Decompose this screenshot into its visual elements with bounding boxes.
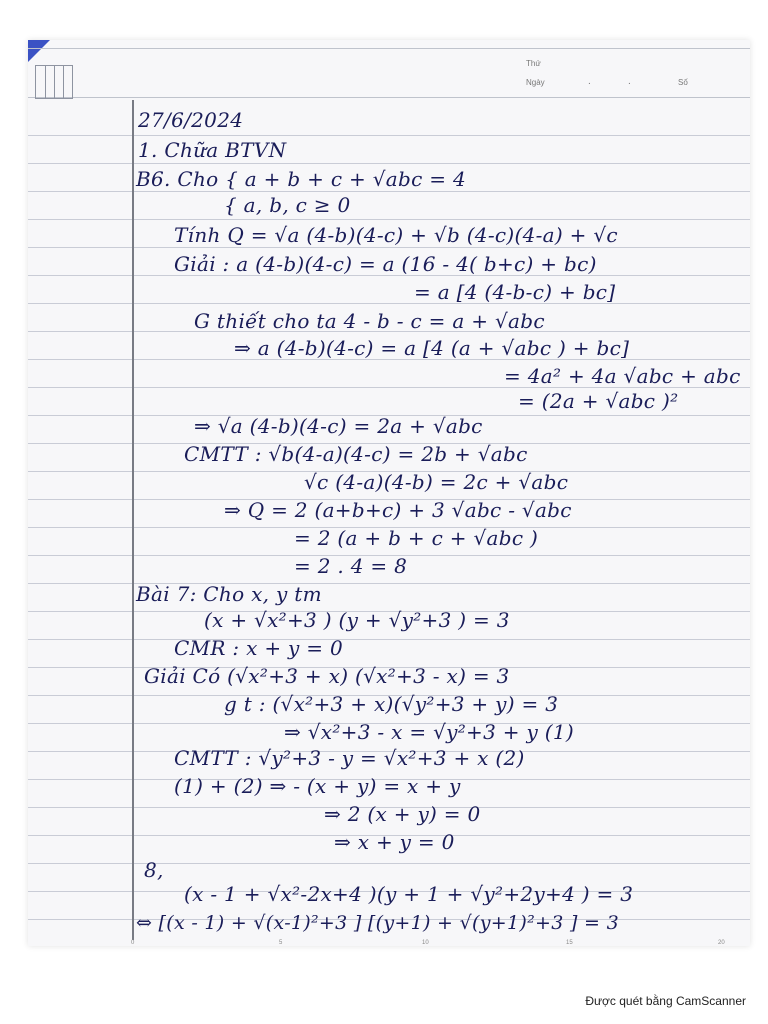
note-line: G thiết cho ta 4 - b - c = a + √abc	[194, 309, 545, 333]
header-ngay-label: Ngày	[526, 78, 545, 87]
note-line: ⇒ Q = 2 (a+b+c) + 3 √abc - √abc	[224, 498, 572, 522]
header-so-label: Số	[678, 78, 688, 87]
header-date-dot: .	[628, 76, 631, 87]
note-line: 27/6/2024	[138, 108, 244, 132]
scanner-watermark: Được quét bằng CamScanner	[585, 994, 746, 1008]
note-line: CMR : x + y = 0	[174, 636, 344, 660]
note-line: 8,	[144, 858, 164, 882]
ruled-line	[28, 163, 750, 164]
ruler-tick-label: 0	[131, 940, 135, 946]
ruled-line	[28, 639, 750, 640]
note-line: ⇒ 2 (x + y) = 0	[324, 802, 481, 826]
note-line: = a [4 (4-b-c) + bc]	[414, 280, 616, 304]
note-line: B6. Cho { a + b + c + √abc = 4	[136, 167, 467, 191]
note-line: (x + √x²+3 ) (y + √y²+3 ) = 3	[204, 608, 510, 632]
ruled-line	[28, 863, 750, 864]
note-line: ⇒ x + y = 0	[334, 830, 455, 854]
note-line: (1) + (2) ⇒ - (x + y) = x + y	[174, 774, 461, 798]
note-line: Giải Có (√x²+3 + x) (√x²+3 - x) = 3	[144, 664, 510, 688]
ruler-tick-label: 5	[279, 940, 283, 946]
ruled-line	[28, 135, 750, 136]
note-line: = 2 (a + b + c + √abc )	[294, 526, 539, 550]
ruled-line	[28, 191, 750, 192]
note-line: = 2 . 4 = 8	[294, 554, 408, 578]
note-line: Giải : a (4-b)(4-c) = a (16 - 4( b+c) + bc)	[174, 252, 597, 276]
note-line: Bài 7: Cho x, y tm	[136, 582, 322, 606]
notebook-header	[28, 48, 750, 98]
ruler-tick-label: 10	[422, 940, 429, 946]
margin-line	[132, 100, 134, 940]
ruled-line	[28, 219, 750, 220]
ruler-tick-label: 15	[566, 940, 573, 946]
ruled-line	[28, 247, 750, 248]
note-line: CMTT : √y²+3 - y = √x²+3 + x (2)	[174, 746, 525, 770]
note-line: Tính Q = √a (4-b)(4-c) + √b (4-c)(4-a) + √c	[174, 223, 618, 247]
notebook-page	[28, 40, 750, 946]
grid-box-icon	[35, 65, 73, 99]
note-line: ⇒ a (4-b)(4-c) = a [4 (a + √abc ) + bc]	[234, 336, 630, 360]
note-line: g t : (√x²+3 + x)(√y²+3 + y) = 3	[224, 692, 559, 716]
ruler-tick-label: 20	[718, 940, 725, 946]
note-line: CMTT : √b(4-a)(4-c) = 2b + √abc	[184, 442, 528, 466]
note-line: = (2a + √abc )²	[518, 389, 679, 413]
note-line: = 4a² + 4a √abc + abc	[504, 364, 741, 388]
note-line: ⇒ √x²+3 - x = √y²+3 + y (1)	[284, 720, 574, 744]
note-line: ⇒ √a (4-b)(4-c) = 2a + √abc	[194, 414, 483, 438]
note-line: 1. Chữa BTVN	[138, 138, 287, 162]
header-date-dot: .	[588, 76, 591, 87]
note-line: √c (4-a)(4-b) = 2c + √abc	[304, 470, 569, 494]
header-thu-label: Thứ	[526, 59, 541, 68]
ruled-line	[28, 303, 750, 304]
note-line: { a, b, c ≥ 0	[224, 193, 351, 217]
note-line: ⇔ [(x - 1) + √(x-1)²+3 ] [(y+1) + √(y+1)²+3 ] = 3	[136, 912, 619, 934]
note-line: (x - 1 + √x²-2x+4 )(y + 1 + √y²+2y+4 ) = 3	[184, 882, 634, 906]
